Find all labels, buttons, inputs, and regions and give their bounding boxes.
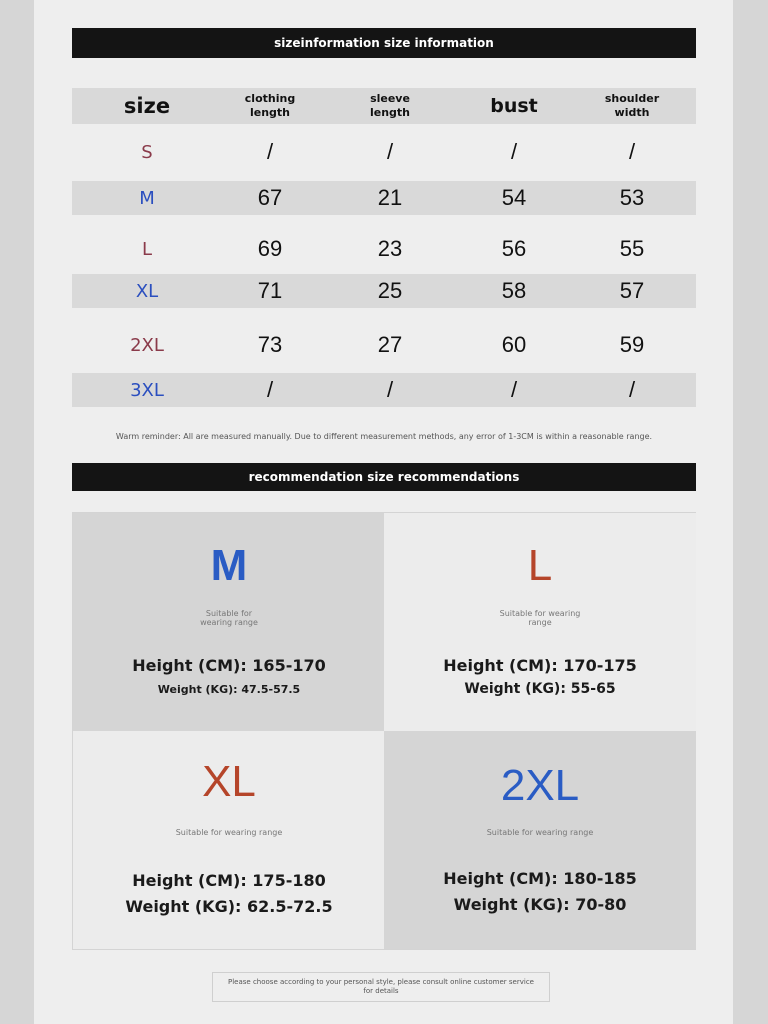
measurement-cell: 23 [377,236,403,261]
table-row [72,320,696,370]
measurement-cell: / [386,139,394,164]
measurement-cell: 54 [501,185,527,210]
recommendation-size: L [527,541,553,590]
measurement-cell: 69 [257,236,283,261]
weight-range: Weight (KG): 47.5-57.5 [157,683,301,696]
weight-range: Weight (KG): 55-65 [464,681,616,697]
measurement-cell: 59 [619,332,645,357]
measurement-cell: / [266,377,274,402]
measurement-cell: / [510,139,518,164]
size-cell: M [139,187,155,209]
measurement-cell: / [628,377,636,402]
measurement-cell: / [266,139,274,164]
recommendation-panel-l [384,513,696,731]
table-row [72,373,696,407]
height-range: Height (CM): 175-180 [132,871,326,890]
measurement-cell: 60 [501,332,527,357]
header-sleeve-length: sleeve length [369,92,411,119]
footer-note: Please choose according to your personal style, please consult online customer service for details [212,972,550,1002]
size-information-title: sizeinformation size information [274,36,494,50]
size-chart-page [34,0,733,1024]
suitable-range-label: Suitable for wearing range [200,609,258,627]
recommendation-panel-m [73,513,385,731]
measurement-cell: 21 [377,185,403,210]
measurement-cell: / [628,139,636,164]
recommendation-size: 2XL [500,761,580,810]
weight-range: Weight (KG): 70-80 [453,895,627,914]
size-cell: 3XL [130,379,164,401]
header-clothing-length: clothing length [244,92,296,119]
suitable-range-label: Suitable for wearing range [175,828,283,837]
suitable-range-label: Suitable for wearing range [499,609,581,627]
measurement-cell: / [510,377,518,402]
size-cell: 2XL [130,334,164,356]
measurement-cell: 56 [501,236,527,261]
table-row [72,274,696,308]
measurement-cell: 27 [377,332,403,357]
table-row [72,181,696,215]
recommendation-banner [72,463,696,491]
recommendation-title: recommendation size recommendations [248,470,520,484]
header-size: size [123,94,171,118]
table-header-row [72,88,696,124]
header-bust: bust [490,95,538,117]
measurement-cell: 57 [619,278,645,303]
measurement-cell: 25 [377,278,403,303]
warm-reminder: Warm reminder: All are measured manually. Due to different measurement methods, any error of 1-3CM is within a reasonable range. [115,432,653,441]
measurement-cell: / [386,377,394,402]
recommendation-size: XL [202,757,256,806]
recommendation-grid [72,512,696,950]
measurement-cell: 55 [619,236,645,261]
table-row [72,126,696,178]
measurement-cell: 73 [257,332,283,357]
size-cell: S [141,141,153,163]
suitable-range-label: Suitable for wearing range [486,828,594,837]
size-information-banner [72,28,696,58]
measurement-cell: 67 [257,185,283,210]
header-shoulder-width: shoulder width [604,92,660,119]
measurement-cell: 53 [619,185,645,210]
size-cell: XL [135,280,159,302]
size-cell: L [141,238,153,260]
measurement-cell: 58 [501,278,527,303]
height-range: Height (CM): 165-170 [132,656,326,675]
recommendation-size: M [210,541,248,590]
table-row [72,227,696,271]
weight-range: Weight (KG): 62.5-72.5 [125,897,333,916]
recommendation-panel-xl [73,731,385,949]
height-range: Height (CM): 180-185 [443,869,637,888]
measurement-cell: 71 [257,278,283,303]
height-range: Height (CM): 170-175 [443,656,637,675]
recommendation-panel-2xl [384,731,696,949]
